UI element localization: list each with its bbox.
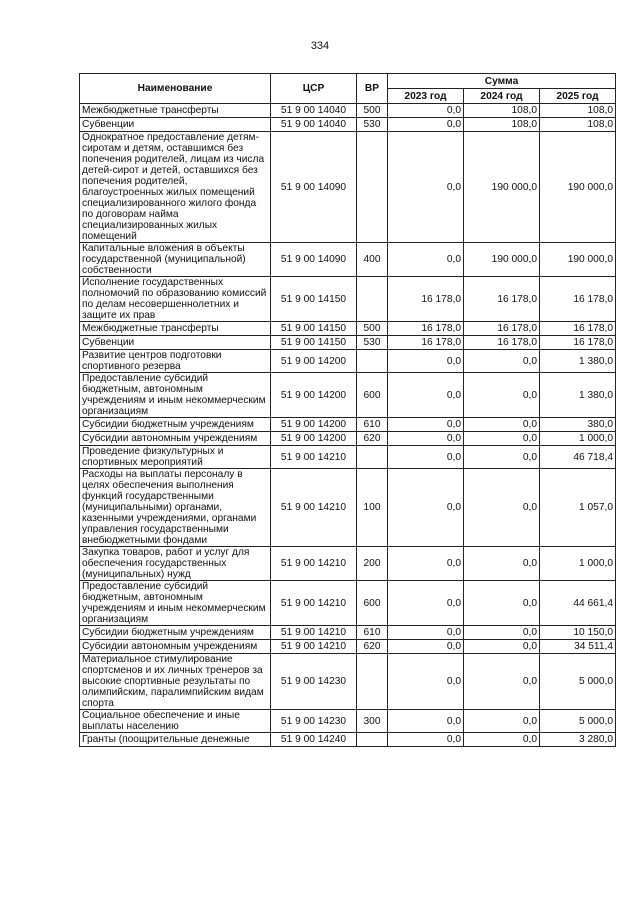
cell-2025: 190 000,0 bbox=[540, 132, 616, 243]
cell-name: Капитальные вложения в объекты государственной (муниципальной) собственности bbox=[80, 243, 271, 277]
cell-2024: 0,0 bbox=[464, 373, 540, 418]
header-sum: Сумма bbox=[388, 74, 616, 89]
cell-2023: 0,0 bbox=[388, 547, 464, 581]
cell-2025: 1 380,0 bbox=[540, 350, 616, 373]
table-row bbox=[80, 432, 616, 446]
cell-2025: 1 380,0 bbox=[540, 373, 616, 418]
cell-2025: 46 718,4 bbox=[540, 446, 616, 469]
cell-2024: 0,0 bbox=[464, 654, 540, 710]
cell-csr: 51 9 00 14150 bbox=[271, 336, 357, 350]
cell-2024: 0,0 bbox=[464, 446, 540, 469]
cell-vr: 610 bbox=[357, 626, 388, 640]
cell-csr: 51 9 00 14230 bbox=[271, 654, 357, 710]
cell-2023: 0,0 bbox=[388, 432, 464, 446]
cell-2023: 0,0 bbox=[388, 446, 464, 469]
cell-vr bbox=[357, 654, 388, 710]
cell-name: Социальное обеспечение и иные выплаты населению bbox=[80, 710, 271, 733]
cell-name: Межбюджетные трансферты bbox=[80, 322, 271, 336]
cell-vr: 610 bbox=[357, 418, 388, 432]
cell-name: Субсидии бюджетным учреждениям bbox=[80, 418, 271, 432]
table-row bbox=[80, 733, 616, 747]
budget-table bbox=[79, 73, 616, 747]
table-row bbox=[80, 446, 616, 469]
header-year-2023: 2023 год bbox=[388, 89, 464, 104]
cell-vr: 620 bbox=[357, 432, 388, 446]
page-number: 334 bbox=[310, 40, 330, 52]
cell-2023: 0,0 bbox=[388, 581, 464, 626]
table-row bbox=[80, 469, 616, 547]
cell-2024: 16 178,0 bbox=[464, 277, 540, 322]
cell-2025: 5 000,0 bbox=[540, 654, 616, 710]
cell-csr: 51 9 00 14200 bbox=[271, 373, 357, 418]
cell-2025: 190 000,0 bbox=[540, 243, 616, 277]
table-row bbox=[80, 373, 616, 418]
cell-2025: 108,0 bbox=[540, 104, 616, 118]
cell-csr: 51 9 00 14150 bbox=[271, 322, 357, 336]
table-row bbox=[80, 277, 616, 322]
cell-csr: 51 9 00 14040 bbox=[271, 118, 357, 132]
cell-csr: 51 9 00 14090 bbox=[271, 243, 357, 277]
cell-name: Расходы на выплаты персоналу в целях обеспечения выполнения функций государственными (муниципальными) органами, казенными учреждениями, органами управления государственными внебюджетными фондами bbox=[80, 469, 271, 547]
table-header bbox=[80, 74, 616, 104]
cell-name: Однократное предоставление детям-сиротам и детям, оставшимся без попечения родителей, лицам из числа детей-сирот и детей, оставшихся без попечения родителей, благоустроенных жилых помещений специализированного жилого фонда по договорам найма специализированных жилых помещений bbox=[80, 132, 271, 243]
cell-2023: 0,0 bbox=[388, 710, 464, 733]
cell-2023: 16 178,0 bbox=[388, 336, 464, 350]
cell-name: Субвенции bbox=[80, 336, 271, 350]
cell-2023: 16 178,0 bbox=[388, 322, 464, 336]
cell-2023: 0,0 bbox=[388, 132, 464, 243]
cell-2024: 190 000,0 bbox=[464, 132, 540, 243]
cell-name: Развитие центров подготовки спортивного резерва bbox=[80, 350, 271, 373]
table-row bbox=[80, 322, 616, 336]
cell-2023: 0,0 bbox=[388, 243, 464, 277]
cell-2025: 44 661,4 bbox=[540, 581, 616, 626]
cell-csr: 51 9 00 14210 bbox=[271, 446, 357, 469]
cell-2024: 108,0 bbox=[464, 118, 540, 132]
cell-2023: 0,0 bbox=[388, 469, 464, 547]
header-year-2025: 2025 год bbox=[540, 89, 616, 104]
cell-name: Межбюджетные трансферты bbox=[80, 104, 271, 118]
cell-2023: 0,0 bbox=[388, 733, 464, 747]
cell-2025: 1 000,0 bbox=[540, 547, 616, 581]
table-row bbox=[80, 243, 616, 277]
cell-2024: 0,0 bbox=[464, 640, 540, 654]
cell-name: Субсидии бюджетным учреждениям bbox=[80, 626, 271, 640]
header-year-2024: 2024 год bbox=[464, 89, 540, 104]
cell-vr: 300 bbox=[357, 710, 388, 733]
cell-vr: 620 bbox=[357, 640, 388, 654]
cell-vr: 500 bbox=[357, 322, 388, 336]
cell-2024: 0,0 bbox=[464, 626, 540, 640]
cell-name: Субвенции bbox=[80, 118, 271, 132]
cell-2024: 108,0 bbox=[464, 104, 540, 118]
table-row bbox=[80, 547, 616, 581]
cell-name: Гранты (поощрительные денежные bbox=[80, 733, 271, 747]
cell-csr: 51 9 00 14210 bbox=[271, 640, 357, 654]
cell-name: Исполнение государственных полномочий по образованию комиссий по делам несовершеннолетних и защите их прав bbox=[80, 277, 271, 322]
cell-2023: 0,0 bbox=[388, 118, 464, 132]
cell-csr: 51 9 00 14230 bbox=[271, 710, 357, 733]
table-row bbox=[80, 118, 616, 132]
cell-vr: 400 bbox=[357, 243, 388, 277]
cell-2024: 0,0 bbox=[464, 469, 540, 547]
cell-2023: 0,0 bbox=[388, 654, 464, 710]
cell-2025: 10 150,0 bbox=[540, 626, 616, 640]
cell-2023: 0,0 bbox=[388, 373, 464, 418]
cell-2025: 1 057,0 bbox=[540, 469, 616, 547]
header-vr: ВР bbox=[357, 74, 388, 104]
cell-csr: 51 9 00 14150 bbox=[271, 277, 357, 322]
cell-2023: 0,0 bbox=[388, 418, 464, 432]
cell-2024: 0,0 bbox=[464, 432, 540, 446]
cell-2025: 3 280,0 bbox=[540, 733, 616, 747]
cell-2023: 0,0 bbox=[388, 104, 464, 118]
table-row bbox=[80, 710, 616, 733]
table-row bbox=[80, 132, 616, 243]
cell-2023: 0,0 bbox=[388, 626, 464, 640]
cell-vr: 600 bbox=[357, 373, 388, 418]
cell-name: Проведение физкультурных и спортивных мероприятий bbox=[80, 446, 271, 469]
cell-2025: 380,0 bbox=[540, 418, 616, 432]
cell-vr: 100 bbox=[357, 469, 388, 547]
cell-vr: 500 bbox=[357, 104, 388, 118]
cell-csr: 51 9 00 14240 bbox=[271, 733, 357, 747]
cell-2024: 16 178,0 bbox=[464, 322, 540, 336]
cell-2024: 0,0 bbox=[464, 581, 540, 626]
header-csr: ЦСР bbox=[271, 74, 357, 104]
cell-2025: 16 178,0 bbox=[540, 322, 616, 336]
cell-2024: 0,0 bbox=[464, 710, 540, 733]
cell-vr: 530 bbox=[357, 118, 388, 132]
cell-name: Материальное стимулирование спортсменов и их личных тренеров за высокие спортивные результаты по олимпийским, паралимпийским видам спорта bbox=[80, 654, 271, 710]
cell-name: Предоставление субсидий бюджетным, автономным учреждениям и иным некоммерческим организациям bbox=[80, 581, 271, 626]
cell-vr bbox=[357, 733, 388, 747]
table-row bbox=[80, 581, 616, 626]
cell-2024: 0,0 bbox=[464, 418, 540, 432]
cell-2024: 0,0 bbox=[464, 547, 540, 581]
cell-vr: 530 bbox=[357, 336, 388, 350]
cell-name: Закупка товаров, работ и услуг для обеспечения государственных (муниципальных) нужд bbox=[80, 547, 271, 581]
cell-2024: 0,0 bbox=[464, 733, 540, 747]
cell-csr: 51 9 00 14210 bbox=[271, 547, 357, 581]
cell-csr: 51 9 00 14040 bbox=[271, 104, 357, 118]
table-row bbox=[80, 626, 616, 640]
cell-2025: 34 511,4 bbox=[540, 640, 616, 654]
cell-vr: 600 bbox=[357, 581, 388, 626]
table-row bbox=[80, 418, 616, 432]
table-row bbox=[80, 640, 616, 654]
header-name: Наименование bbox=[80, 74, 271, 104]
cell-vr bbox=[357, 446, 388, 469]
cell-vr bbox=[357, 350, 388, 373]
cell-2025: 16 178,0 bbox=[540, 336, 616, 350]
cell-csr: 51 9 00 14210 bbox=[271, 581, 357, 626]
cell-2024: 16 178,0 bbox=[464, 336, 540, 350]
cell-2023: 0,0 bbox=[388, 640, 464, 654]
cell-2025: 16 178,0 bbox=[540, 277, 616, 322]
cell-2024: 190 000,0 bbox=[464, 243, 540, 277]
cell-2024: 0,0 bbox=[464, 350, 540, 373]
table-row bbox=[80, 104, 616, 118]
cell-name: Предоставление субсидий бюджетным, автономным учреждениям и иным некоммерческим организациям bbox=[80, 373, 271, 418]
table-body bbox=[80, 104, 616, 747]
table-row bbox=[80, 350, 616, 373]
table-row bbox=[80, 336, 616, 350]
cell-2023: 16 178,0 bbox=[388, 277, 464, 322]
cell-vr bbox=[357, 132, 388, 243]
cell-2025: 1 000,0 bbox=[540, 432, 616, 446]
cell-csr: 51 9 00 14200 bbox=[271, 432, 357, 446]
cell-csr: 51 9 00 14210 bbox=[271, 469, 357, 547]
cell-2025: 5 000,0 bbox=[540, 710, 616, 733]
cell-2025: 108,0 bbox=[540, 118, 616, 132]
cell-name: Субсидии автономным учреждениям bbox=[80, 640, 271, 654]
table-row bbox=[80, 654, 616, 710]
cell-csr: 51 9 00 14090 bbox=[271, 132, 357, 243]
cell-vr bbox=[357, 277, 388, 322]
cell-2023: 0,0 bbox=[388, 350, 464, 373]
cell-csr: 51 9 00 14210 bbox=[271, 626, 357, 640]
cell-csr: 51 9 00 14200 bbox=[271, 350, 357, 373]
cell-csr: 51 9 00 14200 bbox=[271, 418, 357, 432]
cell-vr: 200 bbox=[357, 547, 388, 581]
cell-name: Субсидии автономным учреждениям bbox=[80, 432, 271, 446]
